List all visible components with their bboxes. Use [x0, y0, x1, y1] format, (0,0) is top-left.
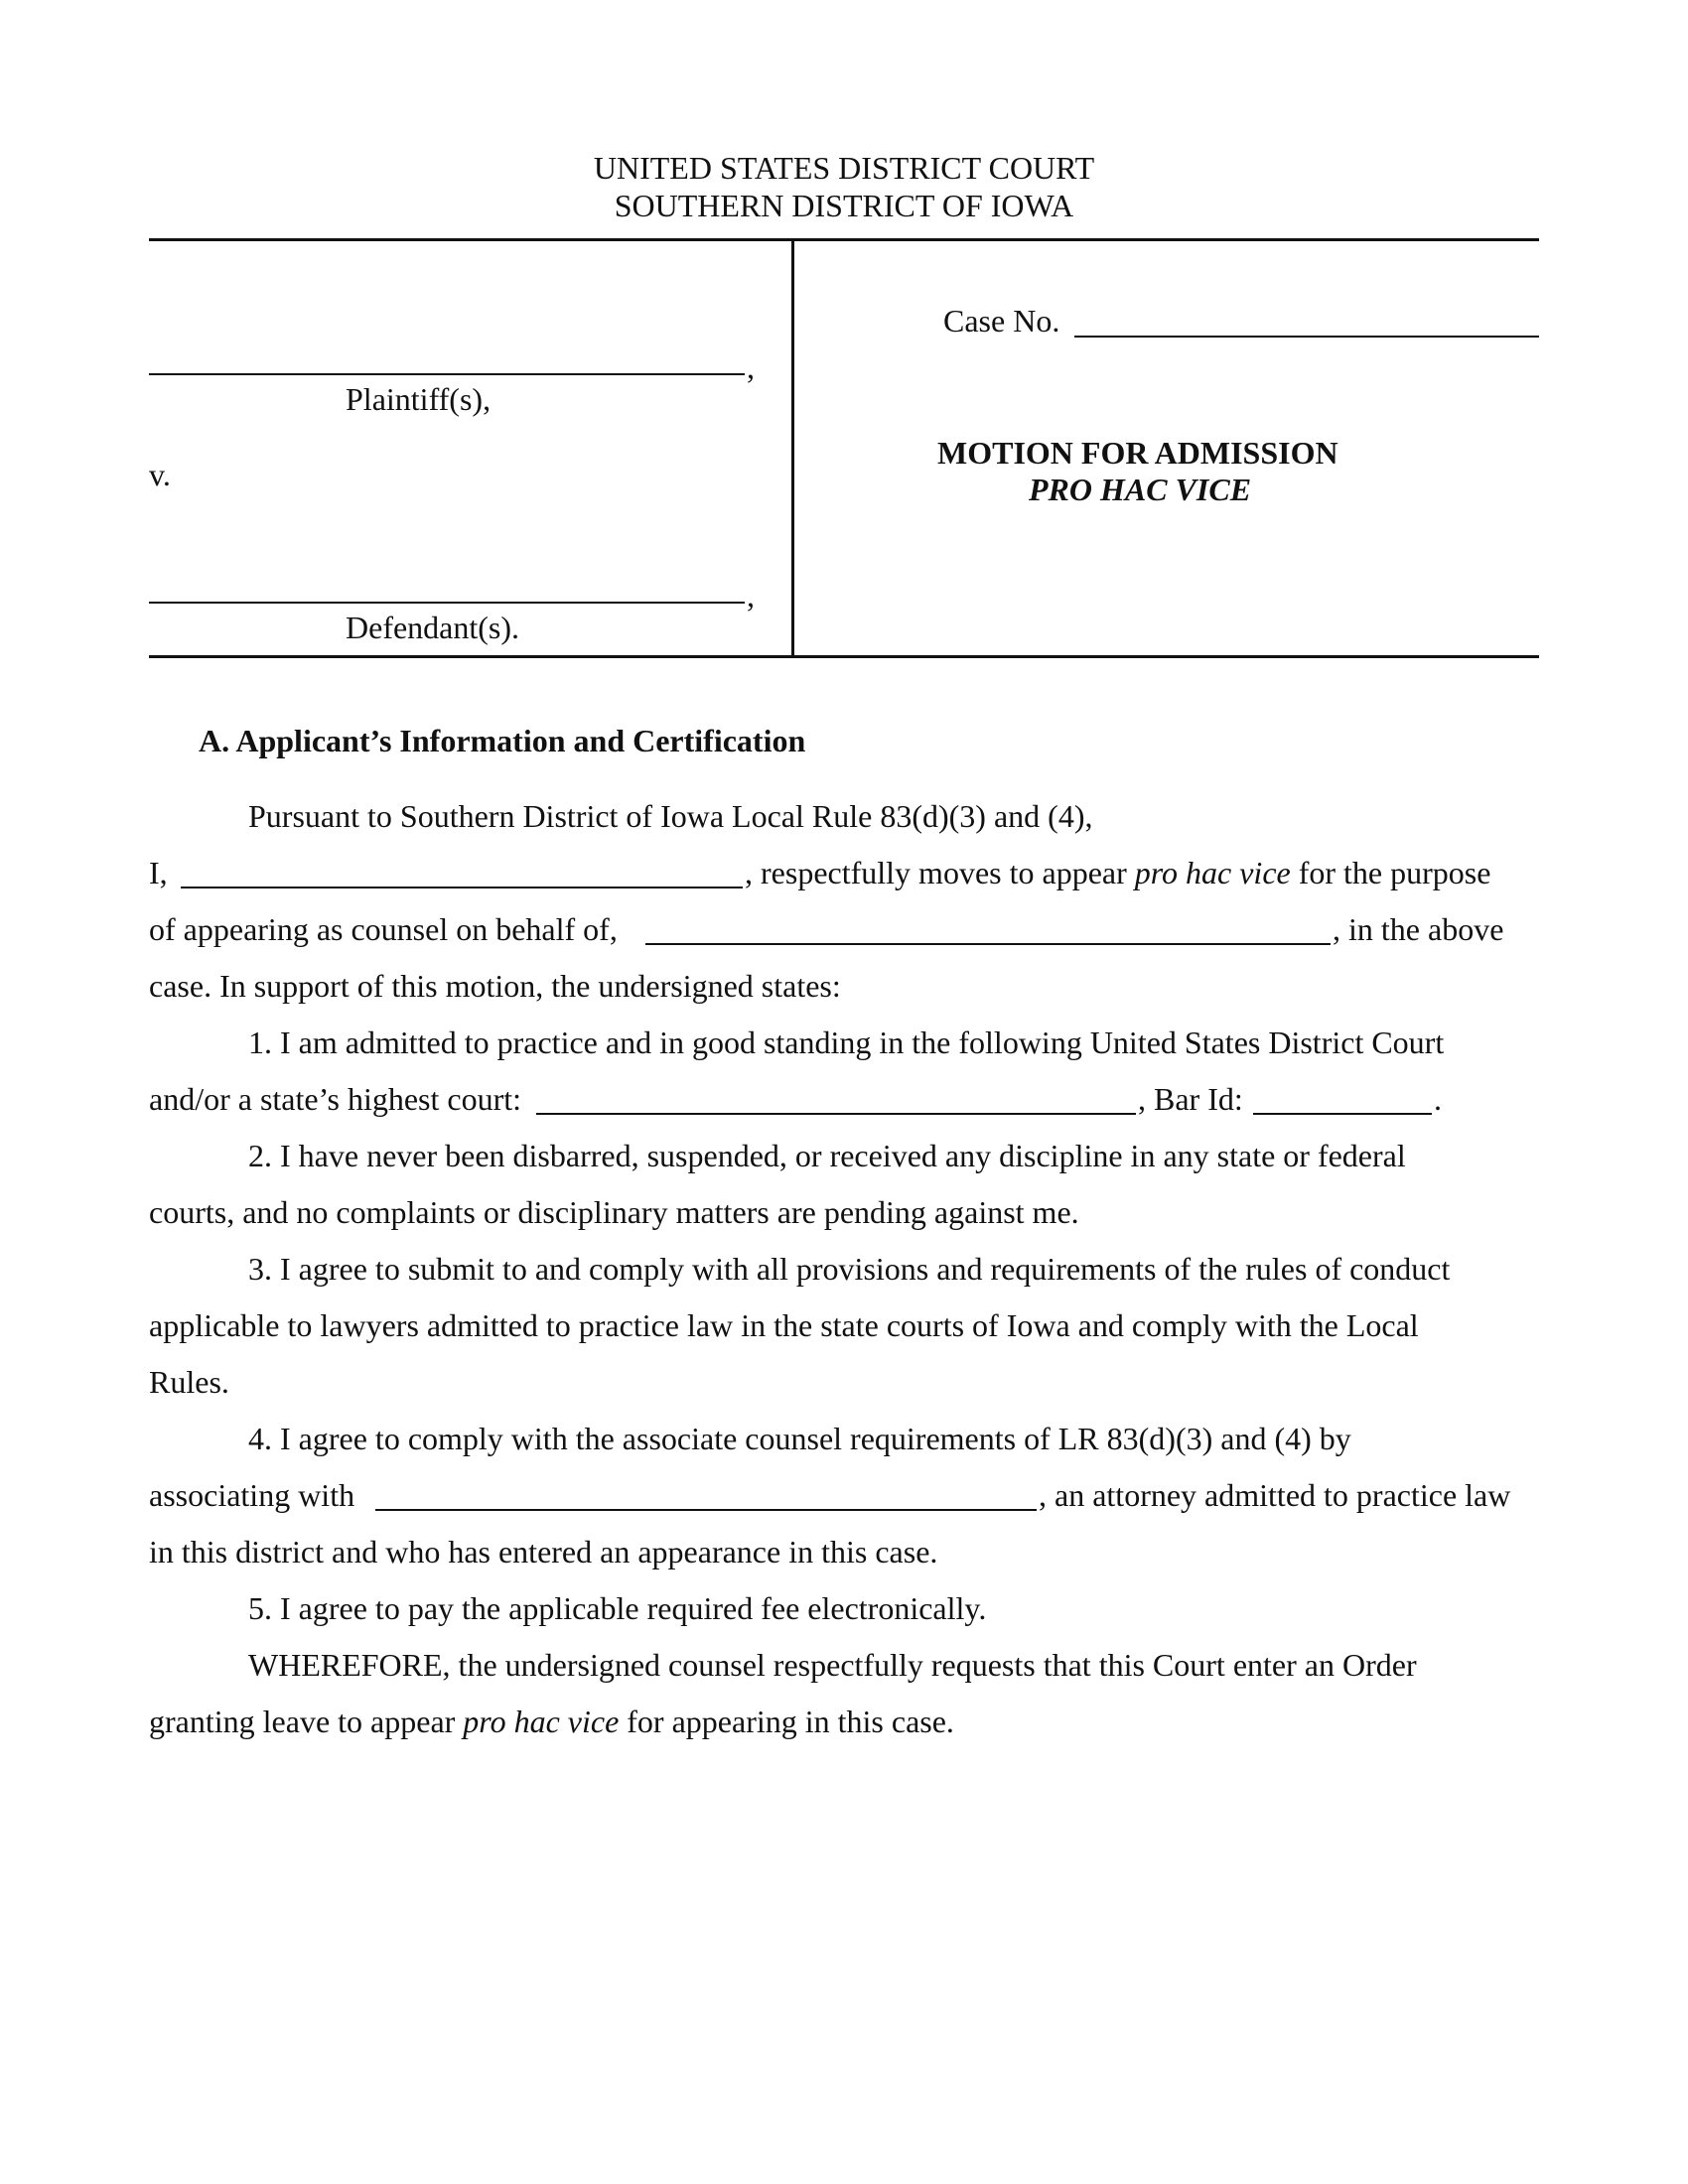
bar-id-field[interactable]	[1253, 1113, 1432, 1115]
caption-divider	[791, 238, 794, 655]
p1-line1: Pursuant to Southern District of Iowa Local Rule 83(d)(3) and (4),	[248, 798, 1093, 834]
admitted-court-field[interactable]	[536, 1113, 1136, 1115]
item4-line1: 4. I agree to comply with the associate counsel requirements of LR 83(d)(3) and (4) by	[248, 1421, 1351, 1456]
item4-line2-a: associating with	[149, 1477, 355, 1513]
motion-subtitle: PRO HAC VICE	[1029, 472, 1252, 507]
versus-label: v.	[149, 457, 171, 492]
item1-period: .	[1434, 1081, 1442, 1117]
applicant-name-field[interactable]	[181, 887, 743, 888]
p1-line2-i: I,	[149, 855, 168, 890]
item3-line1: 3. I agree to submit to and comply with all provisions and requirements of the rules of conduct	[248, 1251, 1451, 1287]
item4-line2-b: , an attorney admitted to practice law	[1039, 1477, 1511, 1513]
court-name: UNITED STATES DISTRICT COURT	[593, 150, 1095, 186]
defendant-comma: ,	[747, 578, 755, 614]
p1-line3-a: of appearing as counsel on behalf of,	[149, 911, 618, 947]
item1-line2-a: and/or a state’s highest court:	[149, 1081, 522, 1117]
case-no-label: Case No.	[943, 303, 1060, 339]
motion-title: MOTION FOR ADMISSION	[937, 435, 1338, 471]
court-district: SOUTHERN DISTRICT OF IOWA	[614, 188, 1074, 223]
item2-line2: courts, and no complaints or disciplinary matters are pending against me.	[149, 1194, 1079, 1230]
p1-line4: case. In support of this motion, the undersigned states:	[149, 968, 841, 1004]
item3-line2: applicable to lawyers admitted to practice law in the state courts of Iowa and comply with the Local	[149, 1307, 1419, 1343]
item5: 5. I agree to pay the applicable required fee electronically.	[248, 1590, 987, 1626]
wherefore-line2: granting leave to appear pro hac vice for appearing in this case.	[149, 1704, 954, 1739]
associate-counsel-field[interactable]	[375, 1509, 1037, 1511]
plaintiff-name-field[interactable]	[149, 373, 745, 375]
p1-line3-b: , in the above	[1333, 911, 1504, 947]
defendant-name-field[interactable]	[149, 602, 745, 604]
plaintiff-label: Plaintiff(s),	[346, 381, 492, 417]
court-header	[0, 149, 1688, 224]
caption-top-rule	[149, 238, 1539, 241]
item2-line1: 2. I have never been disbarred, suspended, or received any discipline in any state or federal	[248, 1138, 1406, 1173]
item1-bar-id-label: , Bar Id:	[1138, 1081, 1243, 1117]
section-a-heading: A. Applicant’s Information and Certification	[199, 723, 806, 758]
plaintiff-comma: ,	[747, 349, 755, 385]
case-no-field[interactable]	[1074, 336, 1539, 338]
p1-line2-rest: , respectfully moves to appear pro hac vice for the purpose	[745, 855, 1491, 890]
wherefore-line1: WHEREFORE, the undersigned counsel respectfully requests that this Court enter an Order	[248, 1647, 1417, 1683]
client-name-field[interactable]	[645, 943, 1331, 945]
item3-line3: Rules.	[149, 1364, 229, 1400]
defendant-label: Defendant(s).	[346, 610, 520, 645]
caption-bottom-rule	[149, 655, 1539, 658]
item1-line1: 1. I am admitted to practice and in good standing in the following United States District Court	[248, 1024, 1445, 1060]
item4-line3: in this district and who has entered an appearance in this case.	[149, 1534, 938, 1570]
